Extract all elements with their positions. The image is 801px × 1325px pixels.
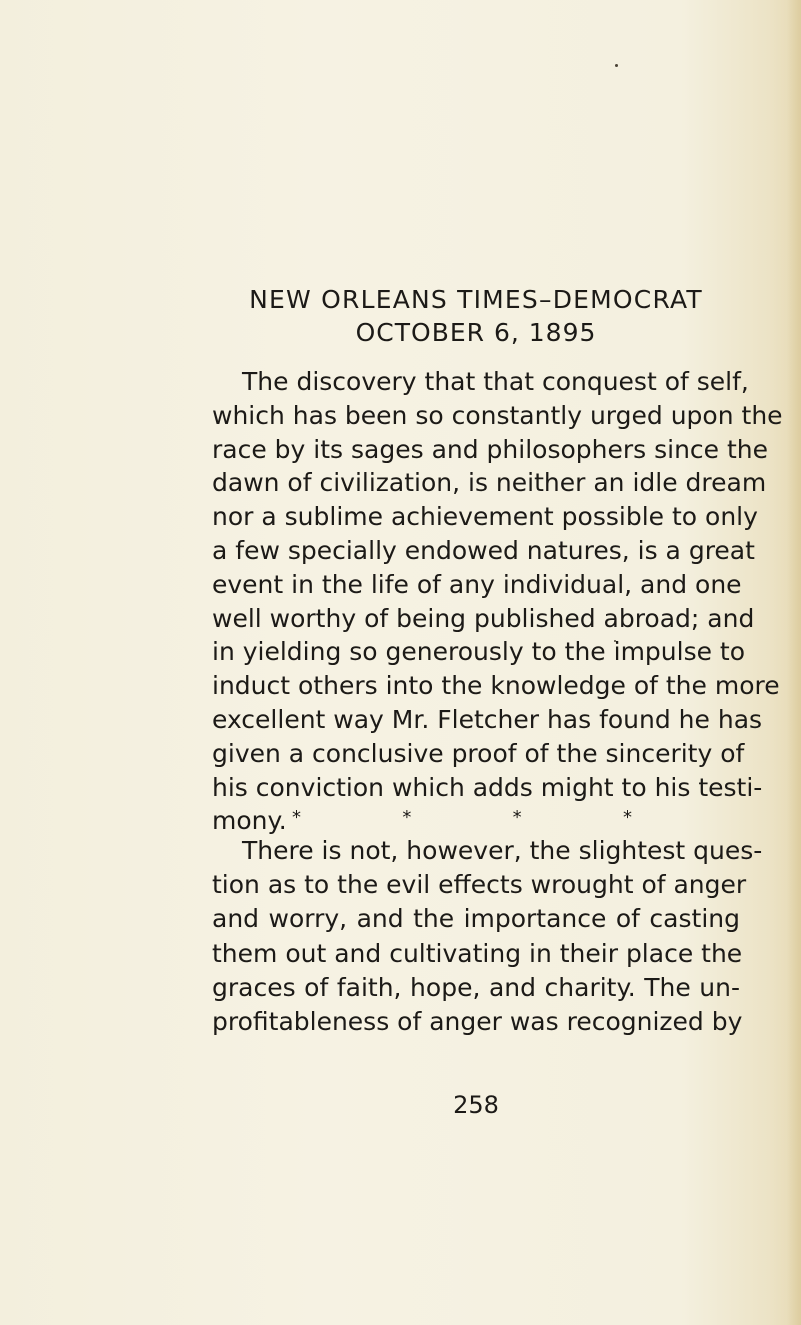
asterism-star: * bbox=[622, 807, 632, 828]
text-line: them out and cultivating in their place the bbox=[212, 939, 743, 968]
text-line: a few specially endowed natures, is a great bbox=[212, 536, 755, 565]
asterism-star: * bbox=[292, 807, 301, 828]
text-line: tion as to the evil effects wrought of anger bbox=[212, 870, 747, 899]
text-line: nor a sublime achievement possible to only bbox=[212, 502, 758, 531]
section-title: NEW ORLEANS TIMES–DEMOCRAT bbox=[249, 285, 703, 314]
text-line: in yielding so generously to the impulse to bbox=[212, 637, 746, 666]
page-edge-shadow bbox=[787, 0, 801, 1325]
text-line: profitableness of anger was recognized by bbox=[212, 1007, 743, 1036]
paper-speck bbox=[615, 64, 618, 67]
text-line: dawn of civilization, is neither an idle dream bbox=[212, 468, 767, 497]
text-line: excellent way Mr. Fletcher has found he has bbox=[212, 705, 763, 734]
text-line: graces of faith, hope, and charity. The un- bbox=[212, 973, 740, 1002]
text-line: his conviction which adds might to his testi- bbox=[212, 773, 763, 802]
text-line: event in the life of any individual, and one bbox=[212, 570, 742, 599]
asterism-star: * bbox=[512, 807, 522, 828]
text-line: mony. bbox=[212, 806, 287, 835]
asterism-star: * bbox=[402, 807, 412, 828]
section-date: OCTOBER 6, 1895 bbox=[355, 318, 597, 347]
text-line: race by its sages and philosophers since the bbox=[212, 435, 769, 464]
text-line: given a conclusive proof of the sincerity of bbox=[212, 739, 745, 768]
text-line: which has been so constantly urged upon the bbox=[212, 401, 783, 430]
text-line: There is not, however, the slightest ques- bbox=[242, 836, 763, 865]
section-separator bbox=[292, 808, 632, 828]
text-line: induct others into the knowledge of the more bbox=[212, 671, 780, 700]
text-line: The discovery that that conquest of self, bbox=[242, 367, 749, 396]
text-line: well worthy of being published abroad; and bbox=[212, 604, 755, 633]
page-number: 258 bbox=[453, 1091, 499, 1119]
text-line: and worry, and the importance of casting bbox=[212, 904, 740, 933]
